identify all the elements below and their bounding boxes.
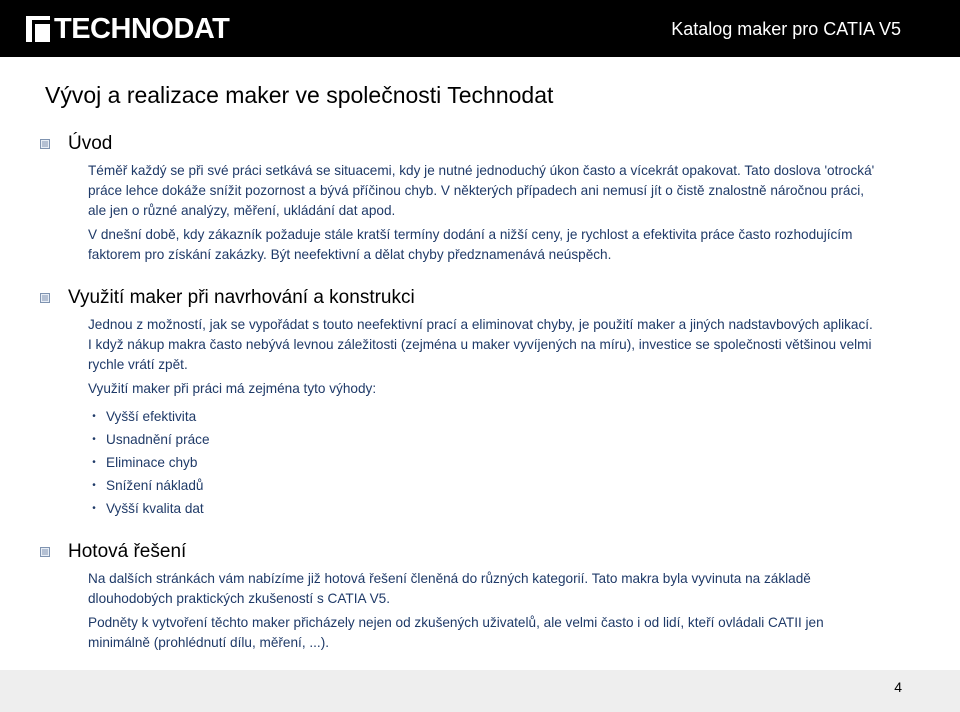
bullet-icon: •: [92, 434, 96, 445]
section-usage: [40, 283, 878, 520]
list-item-label: Vyšší kvalita dat: [106, 501, 204, 516]
section-heading: [40, 537, 878, 567]
paragraph: Téměř každý se při své práci setkává se situacemi, kdy je nutné jednoduchý úkon často a vícekrát opakovat. Tato doslova 'otrocká' práce lehce dokáže snížit pozornost a bývá příčinou chyb. V některých případech ani nemusí jít o čistě znalostně náročnou práci, ale jen o různé analýzy, měření, ukládání dat apod.: [88, 163, 875, 218]
list-item: [88, 405, 878, 428]
list-item: [88, 497, 878, 520]
technodat-logo-icon: [26, 16, 50, 42]
document-title: Katalog maker pro CATIA V5: [671, 19, 901, 39]
paragraph: Podněty k vytvoření těchto maker přicházely nejen od zkušených uživatelů, ale velmi často i od lidí, kteří ovládali CATII jen minimálně (prohlédnutí dílu, měření, ...).: [88, 615, 824, 650]
section-title: Využití maker při navrhování a konstrukci: [68, 287, 415, 308]
footer-band: [0, 670, 960, 712]
bullet-icon: •: [92, 457, 96, 468]
section-heading: [40, 129, 878, 159]
list-item: [88, 451, 878, 474]
paragraph: Využití maker při práci má zejména tyto výhody:: [88, 381, 377, 396]
list-item-label: Vyšší efektivita: [106, 409, 197, 424]
list-item-label: Eliminace chyb: [106, 455, 198, 470]
section-intro: [40, 129, 878, 265]
section-title: Hotová řešení: [68, 541, 187, 562]
bullet-icon: •: [92, 480, 96, 491]
bullet-icon: •: [92, 503, 96, 514]
section-title: Úvod: [68, 133, 113, 154]
document-icon: [40, 547, 50, 557]
paragraph: Jednou z možností, jak se vypořádat s touto neefektivní prací a eliminovat chyby, je použití maker a jiných nadstavbových aplikací. I když nákup makra často nebývá levnou záležitosti (zejména u maker vyvíjených na míru), investice se společnosti většinou velmi rychle vrátí zpět.: [88, 317, 873, 372]
document-icon: [40, 139, 50, 149]
list-item: [88, 428, 878, 451]
paragraph: Na dalších stránkách vám nabízíme již hotová řešení členěná do různých kategorií. Tato makra byla vyvinuta na základě dlouhodobých praktických zkušeností s CATIA V5.: [88, 571, 811, 606]
list-item: [88, 474, 878, 497]
paragraph: V dnešní době, kdy zákazník požaduje stále kratší termíny dodání a nižší ceny, je rychlost a efektivita práce často rozhodujícím faktorem pro získání zakázky. Být neefektivní a dělat chyby předznamenává neúspěch.: [88, 227, 853, 262]
section-solutions: [40, 537, 878, 653]
advantages-list: [40, 405, 878, 520]
logo-text: TECHNODAT: [54, 13, 230, 45]
list-item-label: Usnadnění práce: [106, 432, 210, 447]
technodat-logo: [26, 12, 229, 46]
bullet-icon: •: [92, 411, 96, 422]
page-number: 4: [894, 679, 902, 695]
section-heading: [40, 283, 878, 313]
header-bar: [0, 0, 960, 57]
page-title: Vývoj a realizace maker ve společnosti Technodat: [45, 82, 554, 108]
list-item-label: Snížení nákladů: [106, 478, 204, 493]
document-icon: [40, 293, 50, 303]
